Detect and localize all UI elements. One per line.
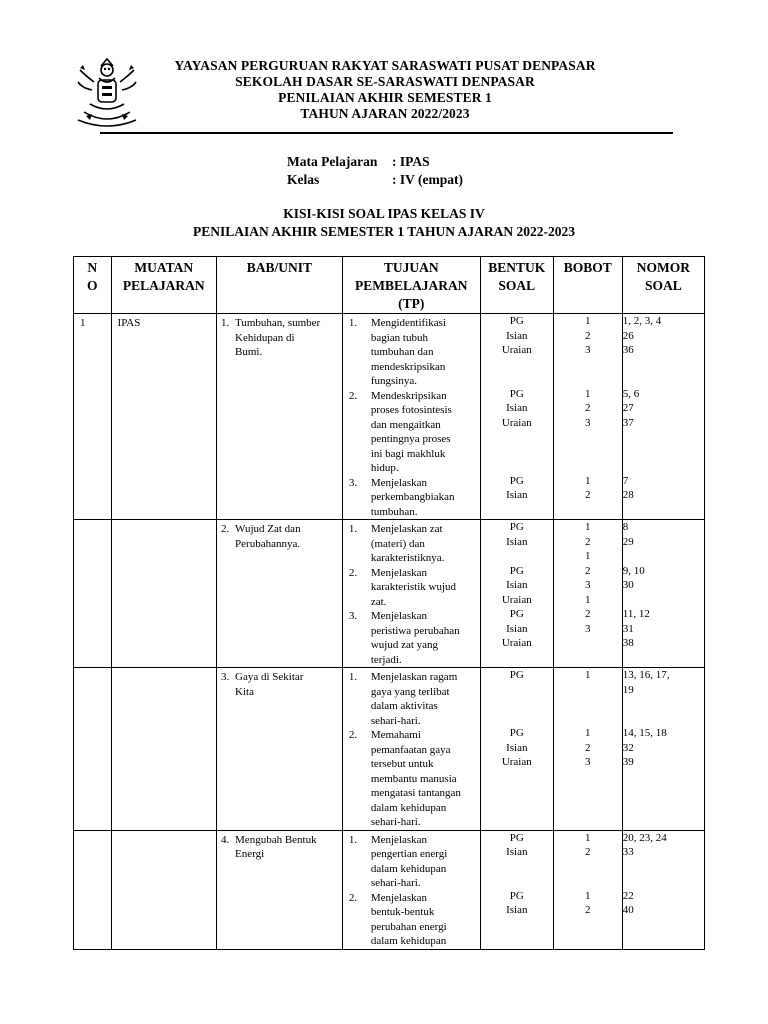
objective-item: 3. Menjelaskan peristiwa perubahan wujud zat yang terjadi. bbox=[348, 610, 460, 666]
subject-label: Mata Pelajaran bbox=[287, 154, 378, 169]
objective-item: 2. Menjelaskan karakteristik wujud zat. bbox=[348, 566, 457, 608]
row-unit: 4. Mengubah Bentuk Energi bbox=[217, 830, 343, 949]
foundation-name: YAYASAN PERGURUAN RAKYAT SARASWATI PUSAT DENPASAR bbox=[174, 58, 596, 73]
letterhead bbox=[100, 58, 670, 122]
row-question-types: PG PG Isian Uraian bbox=[480, 668, 553, 831]
row-question-numbers: 8 29 9, 10 30 11, 12 31 38 bbox=[622, 520, 704, 668]
row-objectives bbox=[342, 668, 480, 831]
row-question-numbers: 13, 16, 17, 19 14, 15, 18 32 39 bbox=[622, 668, 704, 831]
subject-info bbox=[287, 153, 463, 189]
row-question-numbers: 20, 23, 24 33 22 40 bbox=[622, 830, 704, 949]
class-label: Kelas bbox=[287, 172, 320, 187]
row-objectives bbox=[342, 520, 480, 668]
row-unit: 2. Wujud Zat dan Perubahannya. bbox=[217, 520, 343, 668]
col-header-muatan: MUATAN PELAJARAN bbox=[111, 257, 217, 314]
row-weights: 1 2 3 1 2 3 1 2 bbox=[553, 314, 622, 520]
class-value: : IV (empat) bbox=[392, 172, 463, 187]
school-name: SEKOLAH DASAR SE-SARASWATI DENPASAR bbox=[235, 74, 535, 89]
col-header-bentuk: BENTUK SOAL bbox=[480, 257, 553, 314]
col-header-nomor: NOMOR SOAL bbox=[622, 257, 704, 314]
objective-item: 1. Menjelaskan pengertian energi dalam kehidupan sehari-hari. bbox=[348, 833, 448, 889]
col-header-bab: BAB/UNIT bbox=[217, 257, 343, 314]
objective-item: 1. Menjelaskan zat (materi) dan karakteristiknya. bbox=[348, 523, 445, 564]
school-year: TAHUN AJARAN 2022/2023 bbox=[300, 106, 470, 121]
header-divider bbox=[100, 132, 673, 134]
col-header-tp: TUJUAN PEMBELAJARAN (TP) bbox=[342, 257, 480, 314]
title-line-1: KISI-KISI SOAL IPAS KELAS IV bbox=[283, 206, 485, 221]
table-header-row bbox=[74, 257, 705, 314]
table-row bbox=[74, 520, 705, 668]
row-unit: 3. Gaya di Sekitar Kita bbox=[217, 668, 343, 831]
document-title bbox=[0, 205, 768, 241]
col-header-no: N O bbox=[74, 257, 112, 314]
objective-item: 1. Mengidentifikasi bagian tubuh tumbuhan dan mendeskripsikan fungsinya. bbox=[348, 317, 446, 387]
row-weights: 1 2 1 2 bbox=[553, 830, 622, 949]
row-objectives bbox=[342, 830, 480, 949]
table-row bbox=[74, 668, 705, 831]
objective-item: 3. Menjelaskan perkembangbiakan tumbuhan. bbox=[348, 476, 455, 518]
row-weights: 1 2 1 2 3 1 2 3 bbox=[553, 520, 622, 668]
row-objectives bbox=[342, 314, 480, 520]
objective-item: 1. Menjelaskan ragam gaya yang terlibat dalam aktivitas sehari-hari. bbox=[348, 671, 458, 727]
row-subject: IPAS bbox=[111, 314, 217, 520]
row-unit: 1. Tumbuhan, sumber Kehidupan di Bumi. bbox=[217, 314, 343, 520]
row-question-types: PG Isian PG Isian Uraian PG Isian Uraian bbox=[480, 520, 553, 668]
col-header-bobot: BOBOT bbox=[553, 257, 622, 314]
row-weights: 1 1 2 3 bbox=[553, 668, 622, 831]
row-question-types: PG Isian PG Isian bbox=[480, 830, 553, 949]
objective-item: 2. Memahami pemanfaatan gaya tersebut untuk membantu manusia mengatasi tantangan dalam kehidupan sehari-hari. bbox=[348, 729, 461, 828]
table-row bbox=[74, 314, 705, 520]
title-line-2: PENILAIAN AKHIR SEMESTER 1 TAHUN AJARAN 2022-2023 bbox=[192, 224, 576, 239]
objective-item: 2. Mendeskripsikan proses fotosintesis dan mengaitkan pentingnya proses ini bagi makhluk hidup. bbox=[348, 389, 452, 474]
objective-item: 2. Menjelaskan bentuk-bentuk perubahan energi dalam kehidupan bbox=[348, 891, 447, 947]
kisi-kisi-table bbox=[73, 256, 705, 950]
row-number: 1 bbox=[74, 314, 112, 520]
row-question-numbers: 1, 2, 3, 4 26 36 5, 6 27 37 7 28 bbox=[622, 314, 704, 520]
subject-value: : IPAS bbox=[392, 154, 430, 169]
exam-name: PENILAIAN AKHIR SEMESTER 1 bbox=[278, 90, 492, 105]
table-row bbox=[74, 830, 705, 949]
row-question-types: PG Isian Uraian PG Isian Uraian PG Isian bbox=[480, 314, 553, 520]
